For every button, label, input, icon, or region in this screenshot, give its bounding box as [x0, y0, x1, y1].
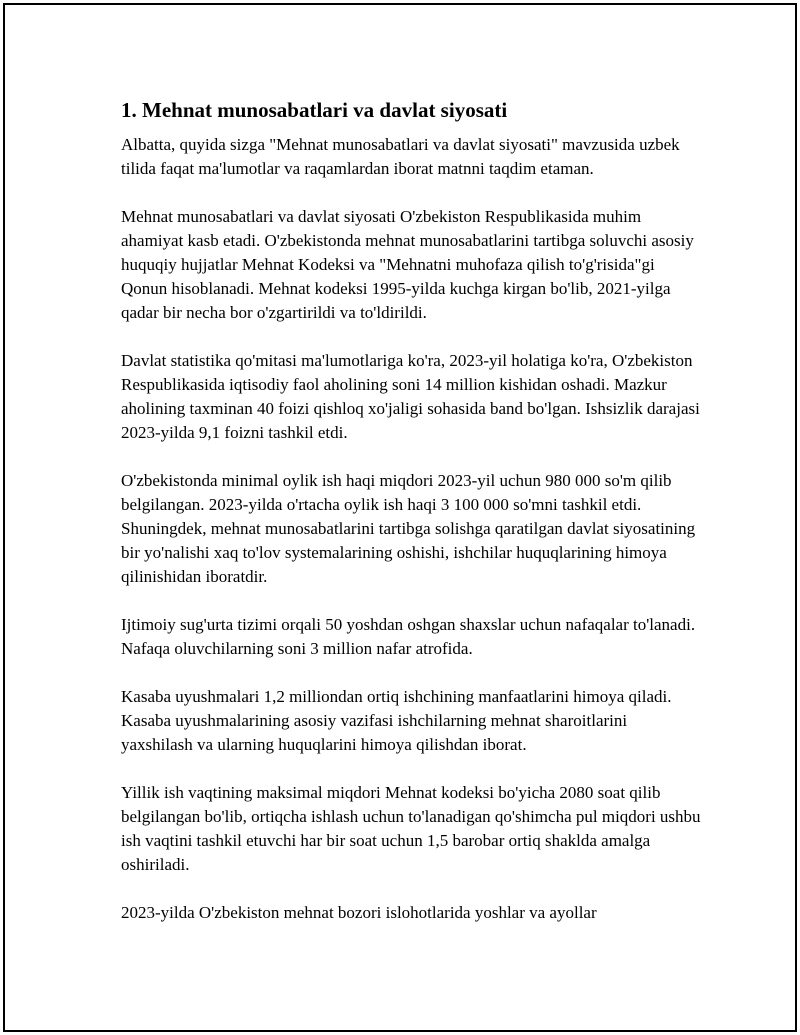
paragraph-wages: O'zbekistonda minimal oylik ish haqi miqdori 2023-yil uchun 980 000 so'm qilib belgilangan. 2023-yilda o'rtacha oylik ish haqi 3 100 000 so'mni tashkil etdi. Shuningdek, mehnat munosabatlarini tartibga solishga qaratilgan davlat siyosatining bir yo'nalishi xaq to'lov systemalarining oshishi, ishchilar huquqlarining himoya qilinishidan iboratdir.: [121, 471, 696, 586]
paragraph-trade-unions: Kasaba uyushmalari 1,2 milliondan ortiq ishchining manfaatlarini himoya qiladi. Kasaba uyushmalarining asosiy vazifasi ishchilarning mehnat sharoitlarini yaxshilash va ularning huquqlarini himoya qilishdan iborat.: [121, 687, 672, 754]
section-heading: 1. Mehnat munosabatlari va davlat siyosati: [121, 98, 508, 122]
paragraph-intro: Albatta, quyida sizga "Mehnat munosabatlari va davlat siyosati" mavzusida uzbek tilida faqat ma'lumotlar va raqamlardan iborat matnni taqdim etaman.: [121, 135, 680, 178]
paragraph-labor-code: Mehnat munosabatlari va davlat siyosati O'zbekiston Respublikasida muhim ahamiyat kasb etadi. O'zbekistonda mehnat munosabatlarini tartibga soluvchi asosiy huquqiy hujjatlar Mehnat Kodeksi va "Mehnatni muhofaza qilish to'g'risida"gi Qonun hisoblanadi. Mehnat kodeksi 1995-yilda kuchga kirgan bo'lib, 2021-yilga qadar bir necha bor o'zgartirildi va to'ldirildi.: [121, 207, 694, 322]
paragraph-statistics: Davlat statistika qo'mitasi ma'lumotlariga ko'ra, 2023-yil holatiga ko'ra, O'zbekiston Respublikasida iqtisodiy faol aholining soni 14 million kishidan oshadi. Mazkur aholining taxminan 40 foizi qishloq xo'jaligi sohasida band bo'lgan. Ishsizlik darajasi 2023-yilda 9,1 foizni tashkil etdi.: [121, 351, 700, 442]
paragraph-labor-market: 2023-yilda O'zbekiston mehnat bozori islohotlarida yoshlar va ayollar: [121, 903, 597, 922]
document-content: [121, 97, 701, 949]
paragraph-social-insurance: Ijtimoiy sug'urta tizimi orqali 50 yoshdan oshgan shaxslar uchun nafaqalar to'lanadi. Nafaqa oluvchilarning soni 3 million nafar atrofida.: [121, 615, 696, 658]
paragraph-working-time: Yillik ish vaqtining maksimal miqdori Mehnat kodeksi bo'yicha 2080 soat qilib belgilangan bo'lib, ortiqcha ishlash uchun to'lanadigan qo'shimcha pul miqdori ushbu ish vaqtini tashkil etuvchi har bir soat uchun 1,5 barobar ortiq shaklda amalga oshiriladi.: [121, 783, 701, 874]
document-page: [3, 3, 797, 1032]
